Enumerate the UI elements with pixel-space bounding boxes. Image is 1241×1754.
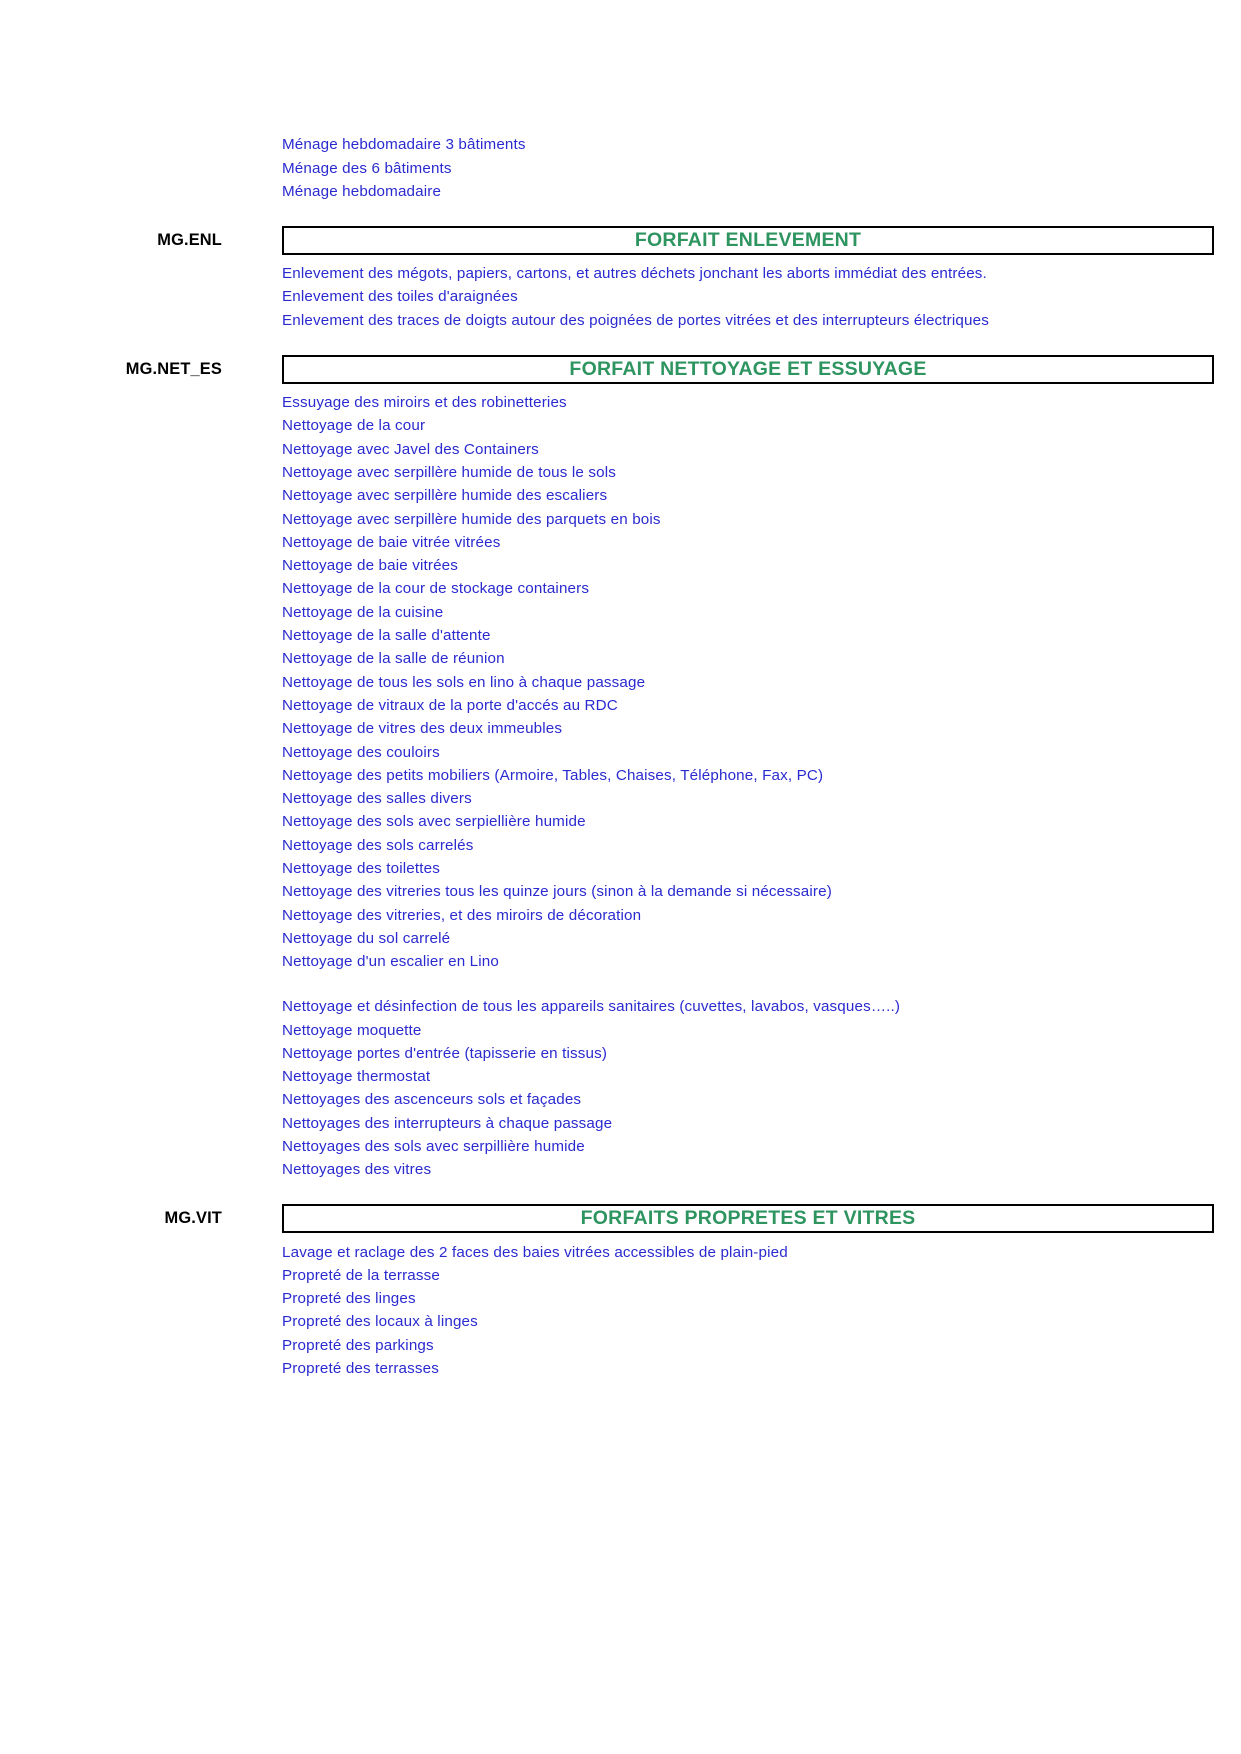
service-item: Nettoyage des toilettes — [282, 860, 440, 878]
service-item: Nettoyage et désinfection de tous les appareils sanitaires (cuvettes, lavabos, vasques…..) — [282, 998, 901, 1016]
service-item: Nettoyage de tous les sols en lino à chaque passage — [282, 673, 646, 691]
service-item: Lavage et raclage des 2 faces des baies vitrées accessibles de plain-pied — [282, 1243, 788, 1261]
service-item: Nettoyage de baie vitrées — [282, 557, 459, 575]
service-item: Ménage hebdomadaire — [282, 182, 442, 200]
section-banner-row — [0, 226, 1241, 255]
service-item: Nettoyage du sol carrelé — [282, 929, 451, 947]
service-item: Nettoyage de la cour de stockage containers — [282, 580, 590, 598]
service-item: Enlevement des toiles d'araignées — [282, 288, 518, 306]
service-item: Enlevement des mégots, papiers, cartons, et autres déchets jonchant les aborts immédiat des entrées. — [282, 265, 987, 283]
service-item: Nettoyage des sols avec serpiellière humide — [282, 813, 586, 831]
service-item: Nettoyage des sols carrelés — [282, 836, 474, 854]
section-title: FORFAITS PROPRETES ET VITRES — [580, 1207, 916, 1230]
service-item: Nettoyage de la cour — [282, 417, 426, 435]
section-item-list — [0, 388, 1241, 1179]
service-item: Nettoyage avec Javel des Containers — [282, 440, 539, 458]
service-item: Essuyage des miroirs et des robinetteries — [282, 394, 567, 412]
service-item: Nettoyage des vitreries tous les quinze jours (sinon à la demande si nécessaire) — [282, 883, 832, 901]
section-title-box — [282, 355, 1214, 384]
service-item: Nettoyage des salles divers — [282, 790, 472, 808]
service-item: Nettoyage de la cuisine — [282, 603, 444, 621]
service-item: Nettoyage avec serpillère humide des escaliers — [282, 487, 608, 505]
service-item: Nettoyage de vitraux de la porte d'accés au RDC — [282, 696, 618, 714]
service-item: Nettoyage de la salle d'attente — [282, 627, 491, 645]
section-banner-row — [0, 1204, 1241, 1233]
service-item: Nettoyage des vitreries, et des miroirs de décoration — [282, 906, 642, 924]
section-item-list — [0, 259, 1241, 329]
service-item: Nettoyage portes d'entrée (tapisserie en tissus) — [282, 1044, 608, 1062]
service-item: Nettoyages des interrupteurs à chaque passage — [282, 1114, 613, 1132]
service-item: Nettoyages des sols avec serpillière humide — [282, 1137, 585, 1155]
service-item: Nettoyages des ascenceurs sols et façades — [282, 1091, 582, 1109]
section-title: FORFAIT ENLEVEMENT — [634, 228, 862, 251]
service-item: Propreté des linges — [282, 1290, 416, 1308]
service-item: Nettoyage des couloirs — [282, 743, 440, 761]
intro-item-list — [0, 130, 1241, 200]
service-item: Propreté des terrasses — [282, 1360, 439, 1378]
service-item: Ménage des 6 bâtiments — [282, 159, 452, 177]
service-item: Nettoyage thermostat — [282, 1068, 431, 1086]
service-item: Enlevement des traces de doigts autour des poignées de portes vitrées et des interrupteurs électriques — [282, 311, 989, 329]
service-item: Nettoyages des vitres — [282, 1161, 432, 1179]
section-code-label: MG.ENL — [157, 230, 222, 249]
service-item: Nettoyage de vitres des deux immeubles — [282, 720, 563, 738]
section-code-label: MG.VIT — [164, 1209, 222, 1228]
section-title-box — [282, 1204, 1214, 1233]
section-item-list — [0, 1237, 1241, 1377]
service-item: Nettoyage moquette — [282, 1021, 422, 1039]
service-item: Nettoyage de baie vitrée vitrées — [282, 533, 501, 551]
service-item: Nettoyage de la salle de réunion — [282, 650, 505, 668]
section-code-label: MG.NET_ES — [125, 359, 222, 378]
service-item: Propreté des parkings — [282, 1336, 434, 1354]
service-item: Propreté des locaux à linges — [282, 1313, 478, 1331]
service-item: Nettoyage des petits mobiliers (Armoire, Tables, Chaises, Téléphone, Fax, PC) — [282, 766, 824, 784]
service-item: Nettoyage avec serpillère humide de tous le sols — [282, 463, 617, 481]
service-item: Propreté de la terrasse — [282, 1266, 440, 1284]
document-body — [0, 130, 1241, 1377]
section-banner-row — [0, 355, 1241, 384]
service-item: Nettoyage d'un escalier en Lino — [282, 953, 500, 971]
service-item: Ménage hebdomadaire 3 bâtiments — [282, 136, 526, 154]
section-title-box — [282, 226, 1214, 255]
service-item: Nettoyage avec serpillère humide des parquets en bois — [282, 510, 661, 528]
section-title: FORFAIT NETTOYAGE ET ESSUYAGE — [569, 357, 927, 380]
